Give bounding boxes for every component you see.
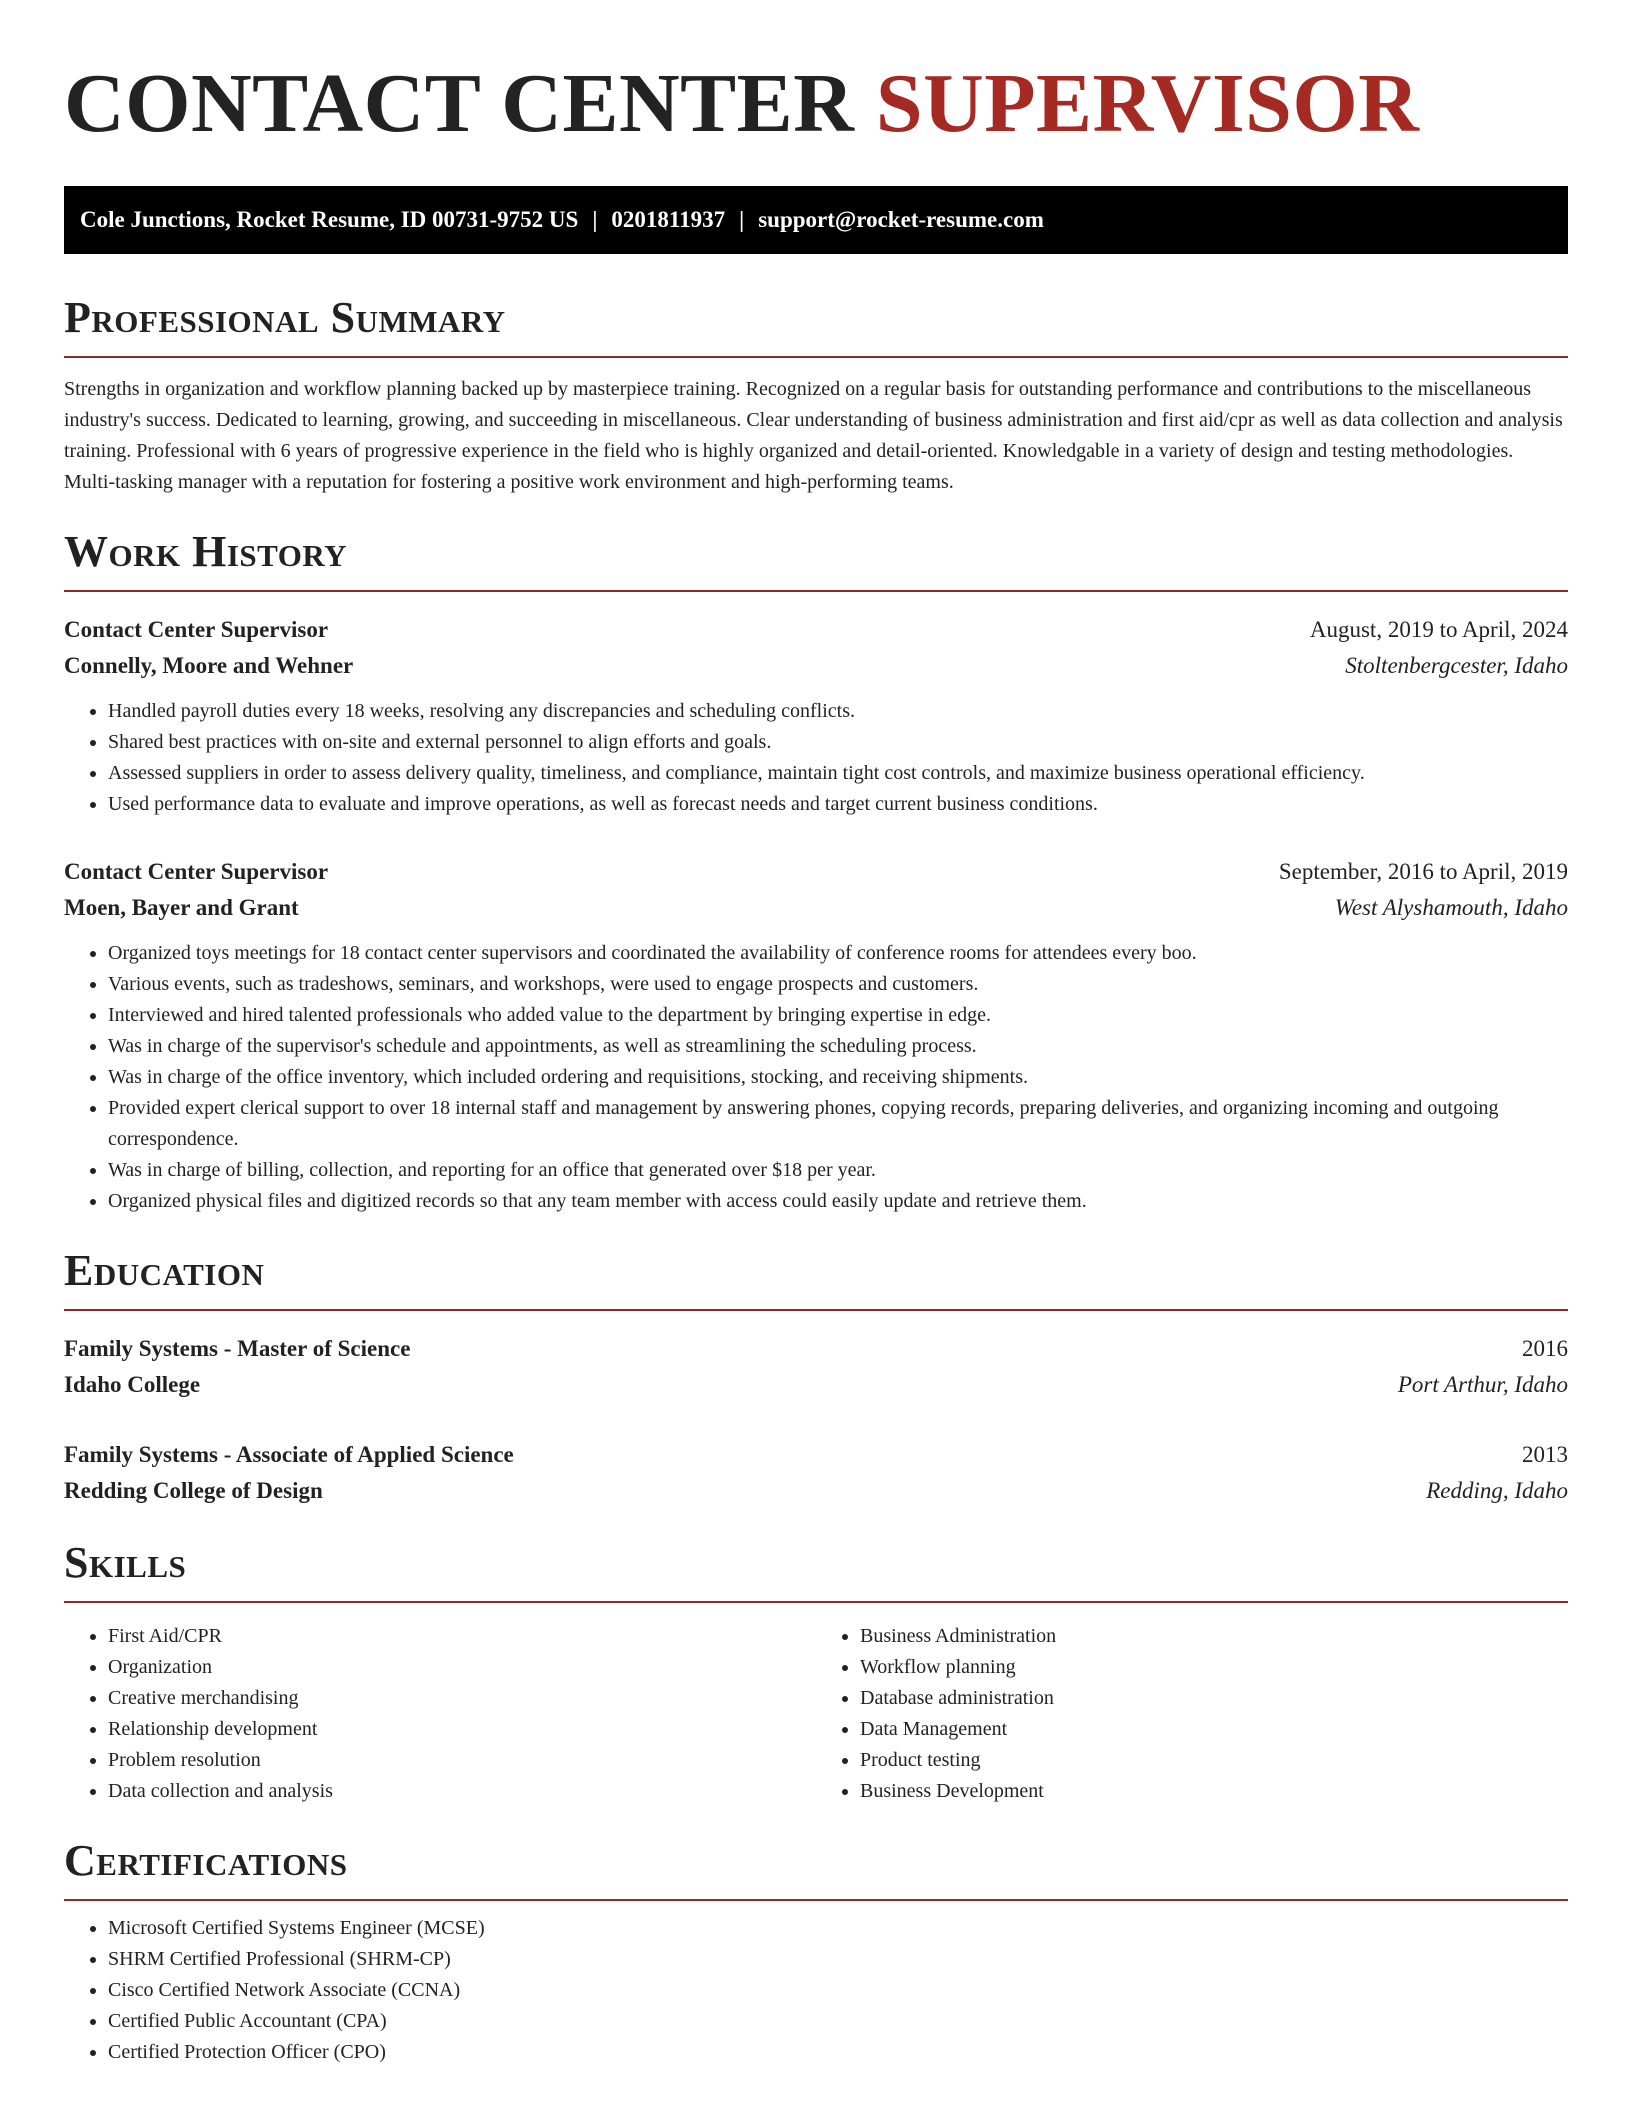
- section-divider: [64, 1601, 1568, 1603]
- skill-item: • Database administration: [860, 1683, 1568, 1714]
- work-history-section: [64, 526, 1568, 1217]
- skill-item: • Product testing: [860, 1745, 1568, 1776]
- job-header-row: [64, 854, 1568, 890]
- education-location: Port Arthur, Idaho: [1397, 1372, 1568, 1397]
- name-accent-part: SUPERVISOR: [875, 57, 1420, 150]
- education-year: 2013: [1522, 1442, 1568, 1467]
- job-entry: [64, 854, 1568, 1217]
- job-bullet: • Was in charge of the supervisor's schedule and appointments, as well as streamlining the scheduling process.: [108, 1031, 1568, 1062]
- skill-item: • Creative merchandising: [108, 1683, 816, 1714]
- education-degree-row: [64, 1331, 1568, 1367]
- section-divider: [64, 1309, 1568, 1311]
- job-company: Moen, Bayer and Grant: [64, 895, 299, 920]
- certifications-section: [64, 1835, 1568, 2068]
- skill-item: • Relationship development: [108, 1714, 816, 1745]
- section-title-education: Education: [64, 1246, 265, 1295]
- job-bullet: • Was in charge of the office inventory, which included ordering and requisitions, stocking, and receiving shipments.: [108, 1062, 1568, 1093]
- education-degree: Family Systems - Associate of Applied Science: [64, 1442, 514, 1467]
- job-bullet: • Handled payroll duties every 18 weeks, resolving any discrepancies and scheduling conflicts.: [108, 696, 1568, 727]
- education-school-row: [64, 1473, 1568, 1509]
- job-bullets: [64, 938, 1568, 1217]
- skill-item: • Data collection and analysis: [108, 1776, 816, 1807]
- job-bullet: • Shared best practices with on-site and external personnel to align efforts and goals.: [108, 727, 1568, 758]
- skill-item: • Problem resolution: [108, 1745, 816, 1776]
- section-title-summary: Professional Summary: [64, 293, 506, 342]
- section-divider: [64, 590, 1568, 592]
- contact-phone: 0201811937: [611, 207, 726, 232]
- job-header-row: [64, 612, 1568, 648]
- skills-list-right: [816, 1621, 1568, 1807]
- job-location: West Alyshamouth, Idaho: [1334, 895, 1568, 920]
- contact-email[interactable]: support@rocket-resume.com: [758, 207, 1044, 232]
- skill-item: • Business Development: [860, 1776, 1568, 1807]
- job-bullet: • Was in charge of billing, collection, and reporting for an office that generated over $18 per year.: [108, 1155, 1568, 1186]
- job-bullet: • Provided expert clerical support to over 18 internal staff and management by answering phones, copying records, preparing deliveries, and organizing incoming and outgoing correspondence.: [108, 1093, 1568, 1155]
- education-school: Idaho College: [64, 1372, 201, 1397]
- contact-separator: |: [739, 207, 745, 232]
- job-bullet: • Various events, such as tradeshows, seminars, and workshops, were used to engage prospects and customers.: [108, 969, 1568, 1000]
- job-role: Contact Center Supervisor: [64, 859, 329, 884]
- job-dates: September, 2016 to April, 2019: [1278, 859, 1568, 884]
- job-bullets: [64, 696, 1568, 820]
- skill-item: • First Aid/CPR: [108, 1621, 816, 1652]
- job-company-row: [64, 648, 1568, 684]
- job-bullet: • Assessed suppliers in order to assess delivery quality, timeliness, and compliance, maintain tight cost controls, and maximize business operational efficiency.: [108, 758, 1568, 789]
- job-bullet: • Interviewed and hired talented professionals who added value to the department by bringing expertise in edge.: [108, 1000, 1568, 1031]
- education-year: 2016: [1522, 1336, 1568, 1361]
- job-company: Connelly, Moore and Wehner: [64, 653, 354, 678]
- skill-item: • Business Administration: [860, 1621, 1568, 1652]
- job-company-row: [64, 890, 1568, 926]
- skill-item: • Workflow planning: [860, 1652, 1568, 1683]
- contact-separator: |: [592, 207, 598, 232]
- section-divider: [64, 1899, 1568, 1901]
- skills-section: [64, 1537, 1568, 1807]
- certifications-list: [64, 1913, 1568, 2068]
- education-entry: [64, 1437, 1568, 1509]
- job-role: Contact Center Supervisor: [64, 617, 329, 642]
- certification-item: • Certified Protection Officer (CPO): [108, 2037, 1568, 2068]
- skill-item: • Data Management: [860, 1714, 1568, 1745]
- job-bullet: • Organized physical files and digitized records so that any team member with access could easily update and retrieve them.: [108, 1186, 1568, 1217]
- education-school-row: [64, 1367, 1568, 1403]
- name-first-part: CONTACT CENTER: [64, 57, 855, 150]
- education-location: Redding, Idaho: [1426, 1478, 1568, 1503]
- job-bullet: • Used performance data to evaluate and improve operations, as well as forecast needs and target current business conditions.: [108, 789, 1568, 820]
- job-location: Stoltenbergcester, Idaho: [1345, 653, 1568, 678]
- education-degree-row: [64, 1437, 1568, 1473]
- section-title-work: Work History: [64, 527, 348, 576]
- skill-item: • Organization: [108, 1652, 816, 1683]
- summary-section: [64, 292, 1568, 498]
- section-title-certifications: Certifications: [64, 1836, 348, 1885]
- skills-list-left: [64, 1621, 816, 1807]
- section-divider: [64, 356, 1568, 358]
- education-school: Redding College of Design: [64, 1478, 323, 1503]
- certification-item: • Cisco Certified Network Associate (CCNA): [108, 1975, 1568, 2006]
- contact-address: Cole Junctions, Rocket Resume, ID 00731-9752 US: [80, 207, 579, 232]
- summary-text: Strengths in organization and workflow planning backed up by masterpiece training. Recognized on a regular basis for outstanding performance and contributions to the miscellaneous industry's success. Dedicated to learning, growing, and succeeding in miscellaneous. Clear understanding of business administration and first aid/cpr as well as data collection and analysis training. Professional with 6 years of progressive experience in the field who is highly organized and detail-oriented. Knowledgable in a variety of design and testing methodologies. Multi-tasking manager with a reputation for fostering a positive work environment and high-performing teams.: [64, 378, 1563, 493]
- job-entry: [64, 612, 1568, 820]
- education-section: [64, 1245, 1568, 1509]
- skills-columns: [64, 1621, 1568, 1807]
- contact-bar: [64, 186, 1568, 254]
- certification-item: • Microsoft Certified Systems Engineer (MCSE): [108, 1913, 1568, 1944]
- certification-item: • Certified Public Accountant (CPA): [108, 2006, 1568, 2037]
- section-title-skills: Skills: [64, 1538, 187, 1587]
- education-degree: Family Systems - Master of Science: [64, 1336, 411, 1361]
- certification-item: • SHRM Certified Professional (SHRM-CP): [108, 1944, 1568, 1975]
- job-dates: August, 2019 to April, 2024: [1309, 617, 1568, 642]
- job-bullet: • Organized toys meetings for 18 contact center supervisors and coordinated the availability of conference rooms for attendees every boo.: [108, 938, 1568, 969]
- education-entry: [64, 1331, 1568, 1403]
- resume-name: [64, 0, 1568, 152]
